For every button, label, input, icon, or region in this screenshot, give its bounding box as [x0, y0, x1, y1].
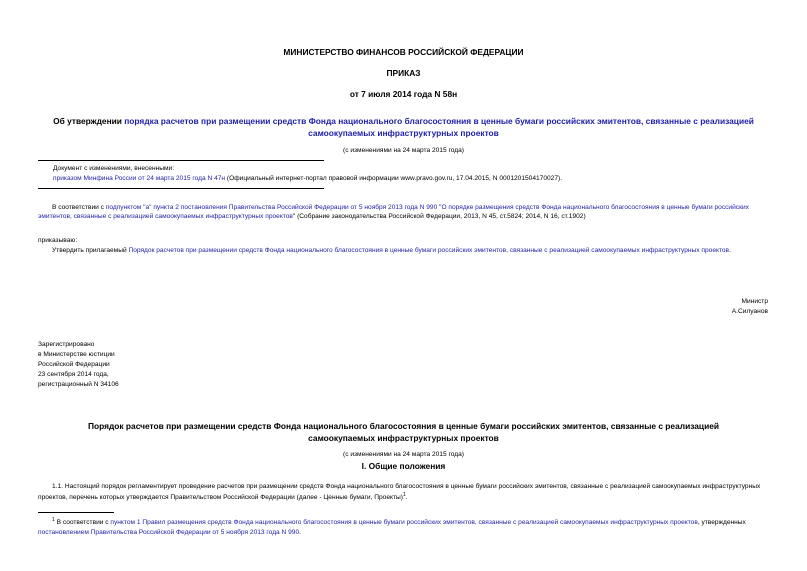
order-title-prefix: Об утверждении: [53, 116, 125, 126]
changes-box-top-rule: [38, 160, 324, 161]
edition-note: (с изменениями на 24 марта 2015 года): [343, 147, 464, 154]
order-word: приказываю:: [38, 237, 78, 244]
footnote-separator: [38, 512, 114, 513]
signature-name: А.Силуанов: [731, 308, 768, 315]
signature-position: Министр: [741, 298, 768, 305]
procedure-edition-note: (с изменениями на 24 марта 2015 года): [343, 451, 464, 458]
changes-box-line1: Документ с изменениями, внесенными:: [53, 165, 175, 172]
footnote-mark: 1: [52, 517, 55, 523]
footnote-text: $^1$ В соответствии с пунктом 1 Правил размещения средств Фонда национального благосостояния в ценные бумаги российских эмитентов, связанные с реализацией самоокупаемых инфраструктурных проектов, утвержденных постановлением Правительства Российской Федерации от 5 ноября 2013 года N 990.: [38, 517, 746, 536]
procedure-title: Порядок расчетов при размещении средств Фонда национального благосостояния в ценные бумаги российских эмитентов, связанные с реализацией самоокупаемых инфраструктурных проектов: [87, 421, 720, 443]
registration-line: регистрационный N 34106: [38, 381, 119, 388]
doc-type-heading: ПРИКАЗ: [386, 68, 421, 78]
footnote-rules-link[interactable]: пунктом 1 Правил размещения средств Фонда национального благосостояния в ценные бумаги российских эмитентов, связанные с реализацией самоокупаемых инфраструктурных проектов: [110, 519, 698, 527]
registration-line: в Министерстве юстиции: [38, 351, 115, 358]
footnote-reference[interactable]: 1: [402, 492, 406, 499]
registration-line: 23 сентября 2014 года,: [38, 371, 109, 378]
changes-box-bottom-rule: [38, 188, 324, 189]
footnote-decree-link[interactable]: постановлением Правительства Российской Федерации от 5 ноября 2013 года N 990: [38, 528, 300, 536]
ministry-heading: МИНИСТЕРСТВО ФИНАНСОВ РОССИЙСКОЙ ФЕДЕРАЦИИ: [283, 47, 524, 57]
procedure-paragraph-1-1: 1.1. Настоящий порядок регламентирует проведение расчетов при размещении средств Фонда национального благосостояния в ценные бумаги российских эмитентов, связанные с реализацией самоокупаемых инфраструктурных проектов, перечень которых утверждается Правительством Российской Федерации (далее - Ценные бумаги, Проекты)$^1$.: [38, 483, 761, 502]
registration-line: Российской Федерации: [38, 361, 110, 368]
order-procedure-link[interactable]: Порядок расчетов при размещении средств Фонда национального благосостояния в ценные бумаги российских эмитентов, связанные с реализацией самоокупаемых инфраструктурных проектов: [128, 247, 730, 254]
order-title-link[interactable]: порядка расчетов при размещении средств Фонда национального благосостояния в ценные бумаги российских эмитентов, связанные с реализацией самоокупаемых инфраструктурных проектов: [124, 116, 754, 138]
changes-box-line2: приказом Минфина России от 24 марта 2015 года N 47н (Официальный интернет-портал правовой информации www.pravo.gov.ru, 17.04.2015, N 0001201504170027).: [53, 175, 563, 182]
preamble-link-decree-title[interactable]: О порядке размещения средств Фонда национального благосостояния в ценные бумаги российских эмитентов, связанные с реализацией самоокупаемых инфраструктурных проектов: [38, 204, 749, 221]
preamble-paragraph: В соответствии с подпунктом "а" пункта 2 постановления Правительства Российской Федерации от 5 ноября 2013 года N 990 "О порядке размещения средств Фонда национального благосостояния в ценные бумаги российских эмитентов, связанные с реализацией самоокупаемых инфраструктурных проектов" (Собрание законодательства Российской Федерации, 2013, N 45, ст.5824; 2014, N 16, ст.1902): [38, 204, 749, 221]
registration-line: Зарегистрировано: [38, 341, 95, 348]
order-title: [50, 116, 757, 139]
doc-date-number: от 7 июля 2014 года N 58н: [349, 89, 458, 99]
preamble-link-decree-clause[interactable]: подпунктом "а" пункта 2 постановления Правительства Российской Федерации от 5 ноября 2013 года N 990: [105, 204, 438, 211]
section-heading: I. Общие положения: [361, 461, 446, 471]
order-paragraph: Утвердить прилагаемый Порядок расчетов при размещении средств Фонда национального благосостояния в ценные бумаги российских эмитентов, связанные с реализацией самоокупаемых инфраструктурных проектов.: [52, 247, 731, 254]
changes-box-link[interactable]: приказом Минфина России от 24 марта 2015 года N 47н: [53, 175, 226, 182]
